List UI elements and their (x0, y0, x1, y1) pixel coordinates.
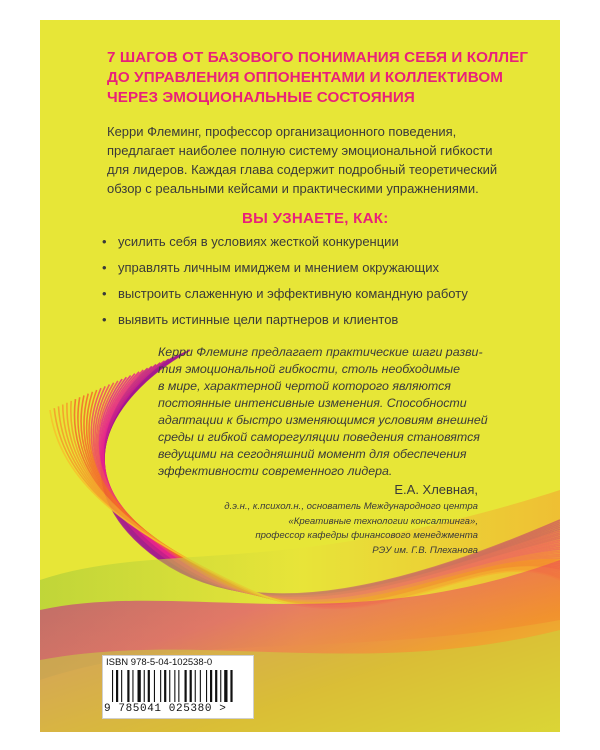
bullet-text: выстроить слаженную и эффективную командную работу (118, 286, 468, 301)
list-item (102, 260, 542, 286)
quote-line: ведущими на сегодняшний момент для обеспечения (158, 447, 467, 461)
barcode-bar (185, 670, 187, 702)
barcode-bar (148, 670, 150, 702)
barcode-bar (210, 670, 212, 702)
bullet-icon: • (102, 260, 107, 275)
barcode-bar (138, 670, 141, 702)
quote (158, 344, 508, 480)
quote-line: Керри Флеминг предлагает практические шаги разви- (158, 345, 483, 359)
barcode-bar (200, 670, 201, 702)
barcode-bar (121, 670, 122, 702)
quote-line: адаптации к быстро изменяющимся условиям внешней (158, 413, 488, 427)
quote-line: постоянные интенсивные изменения. Способности (158, 396, 467, 410)
bullet-text: выявить истинные цели партнеров и клиентов (118, 312, 399, 327)
intro-line: обзор с реальными кейсами и практическими упражнениями. (107, 181, 479, 196)
headline-line: ДО УПРАВЛЕНИЯ ОППОНЕНТАМИ И КОЛЛЕКТИВОМ (107, 69, 504, 86)
barcode-bar (195, 670, 196, 702)
headline-line: 7 ШАГОВ ОТ БАЗОВОГО ПОНИМАНИЯ СЕБЯ И КОЛЛЕГ (107, 49, 529, 66)
quote-line: тия эмоциональной гибкости, столь необходимые (158, 362, 461, 376)
barcode-bar (112, 670, 113, 702)
barcode-bar (190, 670, 192, 702)
bullet-icon: • (102, 234, 107, 249)
barcode-number: 9 785041 025380 > (104, 703, 227, 715)
bullet-text: управлять личным имиджем и мнением окружающих (118, 260, 440, 275)
book-back-cover (40, 20, 560, 732)
intro-line: для лидеров. Каждая глава содержит подробный теоретический (107, 162, 498, 177)
headline (107, 48, 547, 108)
barcode-bar (127, 670, 129, 702)
quote-author (224, 482, 478, 558)
barcode-bar (230, 670, 232, 702)
quote-line: эффективности современного лидера. (158, 464, 393, 478)
intro-line: Керри Флеминг, профессор организационного поведения, (107, 124, 457, 139)
barcode-bar (224, 670, 227, 702)
barcode-bar (154, 670, 155, 702)
learn-title: ВЫ УЗНАЕТЕ, КАК: (242, 210, 389, 227)
bullet-list (102, 234, 542, 338)
intro-line: предлагает наиболее полную систему эмоциональной гибкости (107, 143, 493, 158)
author-name: Е.А. Хлевная, (394, 482, 478, 497)
barcode (102, 655, 254, 719)
list-item (102, 234, 542, 260)
barcode-icon (112, 670, 246, 702)
barcode-bar (169, 670, 170, 702)
barcode-bar (160, 670, 161, 702)
intro-paragraph (107, 122, 547, 198)
quote-line: в мире, характерной чертой которого являются (158, 379, 451, 393)
isbn-label: ISBN 978-5-04-102538-0 (106, 657, 213, 668)
barcode-bar (178, 670, 179, 702)
barcode-bar (215, 670, 217, 702)
list-item (102, 312, 542, 338)
author-credential: «Креативные технологии консалтинга», (288, 515, 478, 527)
barcode-bar (144, 670, 145, 702)
headline-line: ЧЕРЕЗ ЭМОЦИОНАЛЬНЫЕ СОСТОЯНИЯ (107, 89, 415, 106)
bullet-text: усилить себя в условиях жесткой конкуренции (118, 234, 399, 249)
barcode-bar (116, 670, 118, 702)
author-credential: д.э.н., к.психол.н., основатель Международного центра (224, 501, 478, 512)
barcode-bar (220, 670, 221, 702)
barcode-bar (164, 670, 166, 702)
barcode-bar (174, 670, 175, 702)
author-credential: РЭУ им. Г.В. Плеханова (372, 544, 478, 556)
author-credential: профессор кафедры финансового менеджмента (255, 530, 478, 541)
quote-line: среды и гибкой саморегуляции поведения становятся (158, 430, 480, 444)
barcode-bar (132, 670, 133, 702)
bullet-icon: • (102, 286, 107, 301)
list-item (102, 286, 542, 312)
barcode-bar (206, 670, 207, 702)
bullet-icon: • (102, 312, 107, 327)
